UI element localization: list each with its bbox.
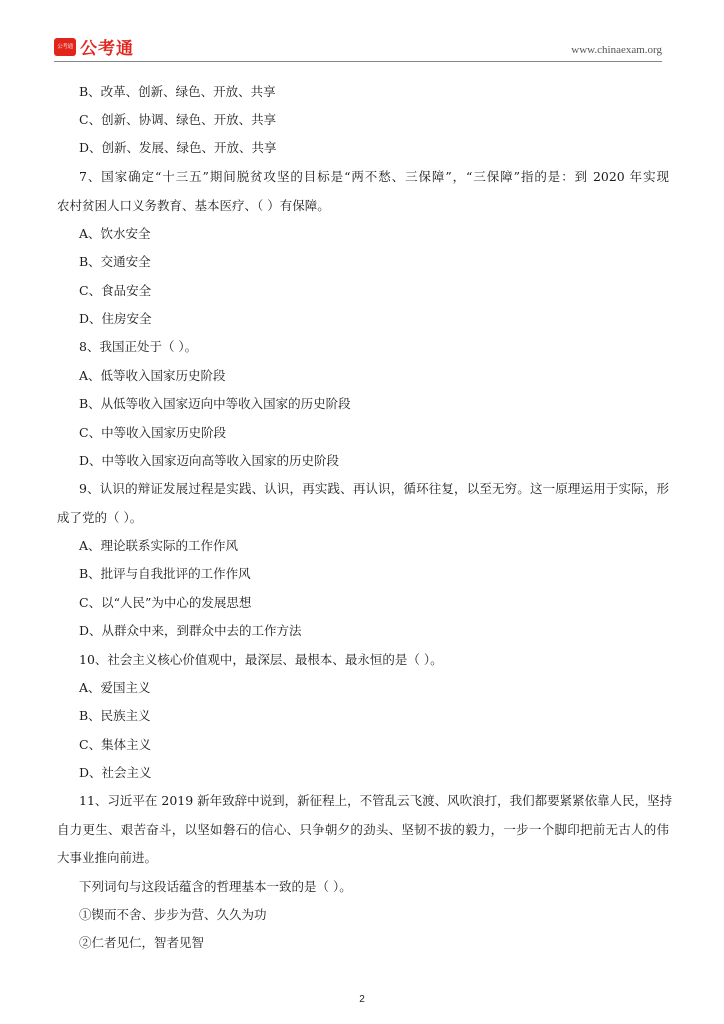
site-url: www.chinaexam.org xyxy=(571,44,662,56)
logo xyxy=(54,34,134,59)
option-line: D、住房安全 xyxy=(79,311,152,326)
question-line: 9、认识的辩证发展过程是实践、认识，再实践、再认识，循环往复，以至无穷。这一原理运用于实际，形 xyxy=(79,481,669,496)
page-number: 2 xyxy=(359,994,365,1005)
option-line: B、从低等收入国家迈向中等收入国家的历史阶段 xyxy=(79,396,351,411)
question-line: 7、国家确定“十三五”期间脱贫攻坚的目标是“两不愁、三保障”，“三保障”指的是：到 2020 年实现 xyxy=(79,169,669,184)
option-line: A、爱国主义 xyxy=(79,680,151,695)
option-line: A、低等收入国家历史阶段 xyxy=(79,368,226,383)
option-line: B、交通安全 xyxy=(79,254,151,269)
question-line: 农村贫困人口义务教育、基本医疗、（ ）有保障。 xyxy=(57,198,330,213)
question-line: 8、我国正处于（ ）。 xyxy=(79,339,198,354)
page-header xyxy=(54,34,662,62)
option-line: D、从群众中来，到群众中去的工作方法 xyxy=(79,623,302,638)
logo-badge-icon: 公考通 xyxy=(54,38,76,56)
option-line: C、食品安全 xyxy=(79,283,152,298)
logo-text: 公考通 xyxy=(80,39,134,59)
option-line: A、饮水安全 xyxy=(79,226,151,241)
option-line: A、理论联系实际的工作作风 xyxy=(79,538,239,553)
option-line: D、中等收入国家迈向高等收入国家的历史阶段 xyxy=(79,453,340,468)
question-line: 下列词句与这段话蕴含的哲理基本一致的是（ ）。 xyxy=(79,879,352,894)
option-line: B、批评与自我批评的工作作风 xyxy=(79,566,251,581)
question-line: 11、习近平在 2019 新年致辞中说到，新征程上，不管乱云飞渡、风吹浪打，我们都要紧紧依靠人民，坚持 xyxy=(79,793,673,808)
statement-line: ②仁者见仁，智者见智 xyxy=(79,935,205,950)
option-line: D、社会主义 xyxy=(79,765,152,780)
option-line: C、以“人民”为中心的发展思想 xyxy=(79,595,252,610)
option-line: D、创新、发展、绿色、开放、共享 xyxy=(79,140,277,155)
header-divider xyxy=(54,61,662,62)
option-line: C、中等收入国家历史阶段 xyxy=(79,425,227,440)
question-line: 自力更生、艰苦奋斗，以坚如磐石的信心、只争朝夕的劲头、坚韧不拔的毅力，一步一个脚印把前无古人的伟 xyxy=(57,822,669,837)
statement-line: ①锲而不舍、步步为营、久久为功 xyxy=(79,907,267,922)
question-line: 成了党的（ ）。 xyxy=(57,510,143,525)
question-line: 大事业推向前进。 xyxy=(57,850,158,865)
option-line: C、集体主义 xyxy=(79,737,152,752)
option-line: C、创新、协调、绿色、开放、共享 xyxy=(79,112,277,127)
question-line: 10、社会主义核心价值观中，最深层、最根本、最永恒的是（ ）。 xyxy=(79,652,443,667)
option-line: B、民族主义 xyxy=(79,708,151,723)
option-line: B、改革、创新、绿色、开放、共享 xyxy=(79,84,276,99)
